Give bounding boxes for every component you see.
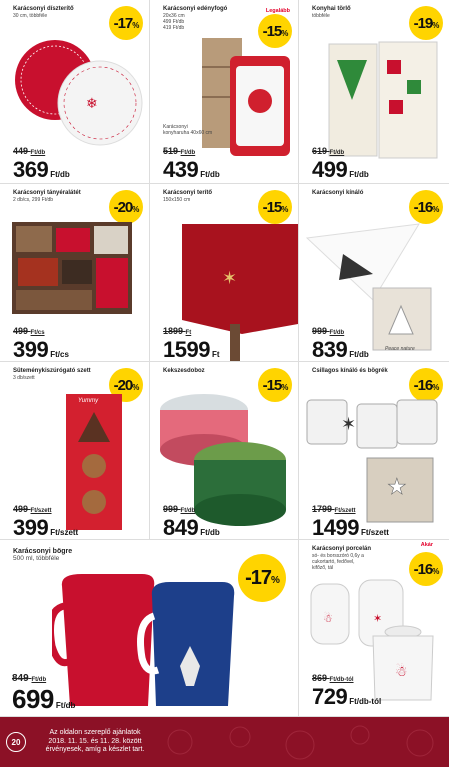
product-title: Karácsonyi bögre — [13, 548, 73, 555]
svg-text:❄: ❄ — [86, 95, 98, 111]
product-subtitle: többféle — [312, 13, 330, 19]
old-price: 849 Ft/db — [12, 673, 47, 684]
product-subtitle: 20x36 cm 499 Ft/db 419 Ft/db — [163, 13, 185, 31]
old-price: 1899 Ft — [163, 326, 192, 336]
discount-note: Akár — [420, 542, 433, 548]
new-price: 699 Ft/db — [12, 684, 76, 714]
discount-badge: -17 % — [238, 554, 286, 602]
apron-caption: Karácsonyi konyharuha 40x60 cm — [163, 124, 213, 136]
product-mug[interactable] — [0, 540, 299, 717]
new-price: 839 Ft/db — [312, 337, 369, 362]
tray-caption: Peace nature — [385, 346, 415, 352]
discount-note: Legalább — [265, 8, 290, 14]
product-title: Karácsonyi tányéralátét — [13, 190, 81, 196]
discount-badge: -16 % — [409, 552, 443, 586]
discount-badge: -16 % — [409, 368, 443, 402]
old-price: 999 Ft/db — [312, 326, 345, 336]
product-tray[interactable] — [299, 184, 449, 362]
product-title: Kekszesdoboz — [163, 368, 205, 374]
product-subtitle: 2 db/cs, 299 Ft/db — [13, 197, 54, 203]
product-subtitle: só- és borsszóró 0,6y a cukortartó, fedővel, kifőző, tál — [312, 553, 364, 571]
discount-badge: -16 % — [409, 190, 443, 224]
product-subtitle: 500 ml, többféle — [13, 555, 60, 562]
product-tin[interactable] — [150, 362, 299, 540]
new-price: 1499 Ft/szett — [312, 515, 389, 540]
new-price: 849 Ft/db — [163, 515, 220, 540]
product-title: Csillagos kínáló és bögrék — [312, 368, 388, 374]
placemat-image — [12, 222, 132, 314]
old-price: 1799 Ft/szett — [312, 504, 356, 514]
discount-badge: -19 % — [409, 6, 443, 40]
product-title: Karácsonyi kínáló — [312, 190, 364, 196]
towel-image — [327, 40, 442, 160]
old-price: 519 Ft/db — [163, 146, 196, 156]
product-subtitle: 150x150 cm — [163, 197, 191, 203]
new-price: 1599 Ft — [163, 337, 220, 362]
product-towel[interactable] — [299, 0, 449, 184]
discount-badge: -15 % — [258, 14, 292, 48]
old-price: 999 Ft/db — [163, 504, 196, 514]
discount-badge: -20 % — [109, 368, 143, 402]
discount-badge: -15 % — [258, 368, 292, 402]
discount-badge: -17 % — [109, 6, 143, 40]
new-price: 399 Ft/cs — [13, 337, 69, 362]
product-title: Konyhai törlő — [312, 6, 351, 12]
new-price: 369 Ft/db — [13, 157, 70, 182]
validity-notice: Az oldalon szereplő ajánlatok 2018. 11. 15. és 11. 28. között érvényesek, amíg a készlet tart. — [45, 729, 145, 754]
svg-text:★: ★ — [387, 474, 407, 499]
footer-pattern — [150, 717, 449, 767]
svg-text:☃: ☃ — [323, 613, 333, 625]
product-apron[interactable] — [150, 0, 299, 184]
product-placemat[interactable] — [0, 184, 150, 362]
mug-image — [52, 566, 236, 716]
discount-badge: -20 % — [109, 190, 143, 224]
product-cutter[interactable] — [0, 362, 150, 540]
product-title: Karácsonyi terítő — [163, 190, 213, 196]
svg-text:✶: ✶ — [341, 414, 357, 434]
product-title: Karácsonyi porcelán — [312, 546, 372, 552]
page-footer — [0, 717, 449, 767]
new-price: 439 Ft/db — [163, 157, 220, 182]
svg-text:✶: ✶ — [222, 268, 238, 288]
product-subtitle: 3 db/szett — [13, 375, 35, 381]
old-price: 619 Ft/db — [312, 146, 345, 156]
product-title: Karácsonyi edényfogó — [163, 6, 228, 12]
page-number: 20 — [6, 732, 26, 752]
old-price: 499 Ft/szett — [13, 504, 52, 514]
product-tablecloth[interactable] — [150, 184, 299, 362]
cutter-image — [62, 392, 126, 532]
apron-image — [200, 36, 299, 158]
new-price: 729 Ft/db-tól — [312, 684, 382, 709]
svg-text:☃: ☃ — [395, 663, 408, 679]
cutter-tag: Yummy — [78, 398, 99, 404]
product-doily[interactable] — [0, 0, 150, 184]
product-starset[interactable] — [299, 362, 449, 540]
discount-badge: -15 % — [258, 190, 292, 224]
new-price: 399 Ft/szett — [13, 515, 79, 540]
product-porcelain[interactable] — [299, 540, 449, 717]
product-subtitle: 30 cm, többféle — [13, 13, 48, 19]
old-price: 869 Ft/db-tól — [312, 673, 354, 683]
svg-text:✶: ✶ — [373, 613, 383, 625]
product-title: Karácsonyi díszterítő — [13, 6, 74, 12]
new-price: 499 Ft/db — [312, 157, 369, 182]
old-price: 499 Ft/cs — [13, 326, 45, 336]
product-title: Süteménykiszúrógató szett — [13, 368, 91, 374]
old-price: 449 Ft/db — [13, 146, 46, 156]
doily-image — [10, 38, 150, 148]
